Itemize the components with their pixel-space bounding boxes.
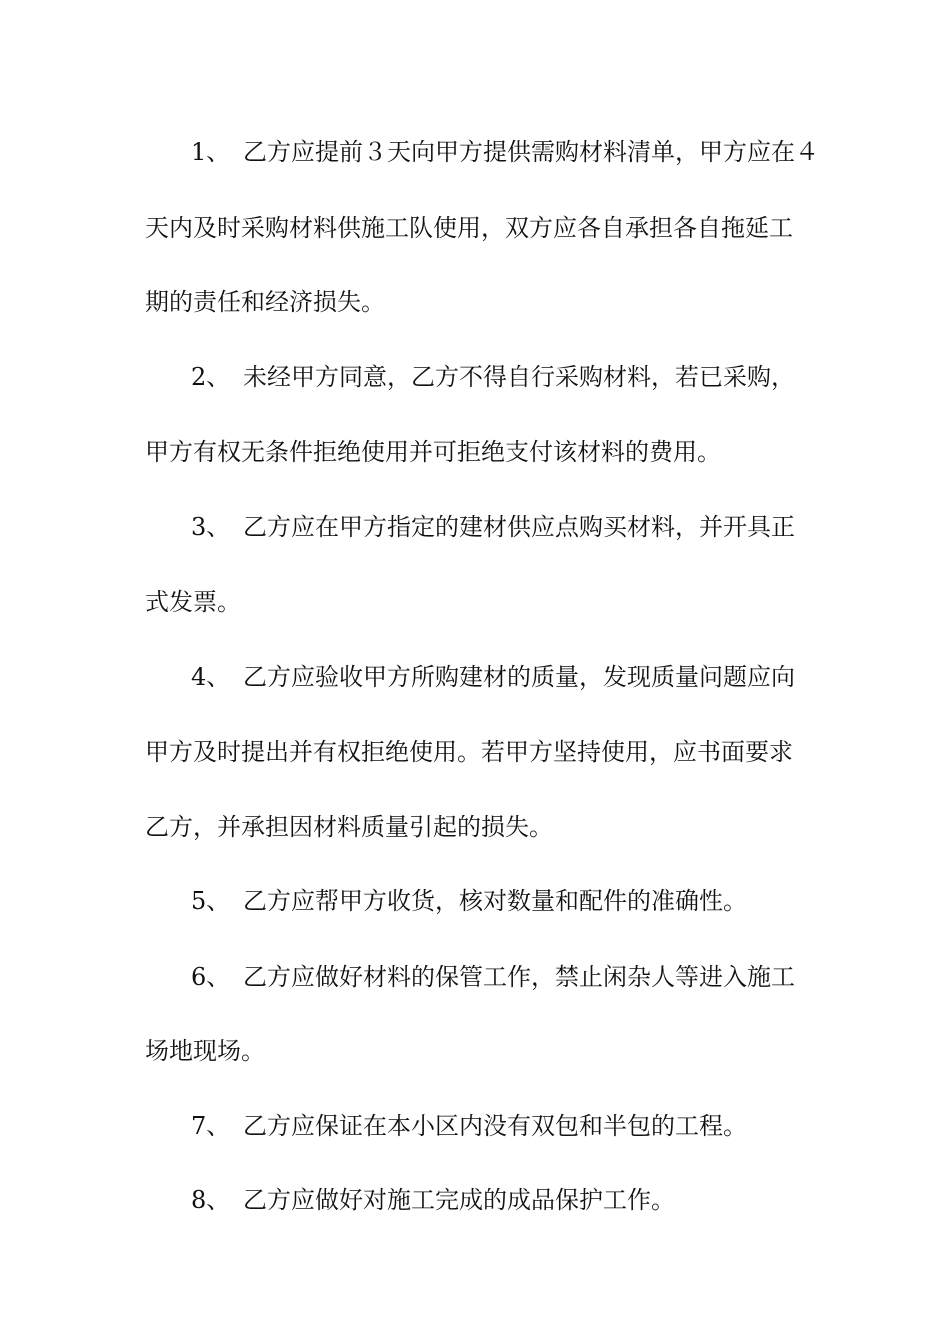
clause-5 [0, 881, 950, 921]
clause-4-line-2 [0, 732, 950, 772]
clause-number: 1、 [191, 138, 231, 166]
clause-text: 期的责任和经济损失。 [145, 288, 385, 316]
clause-3-line-2 [0, 582, 950, 622]
clause-number: 8、 [191, 1186, 231, 1214]
clause-number: 4、 [191, 663, 231, 691]
clause-text: 乙方应保证在本小区内没有双包和半包的工程。 [243, 1112, 747, 1140]
clause-number: 6、 [191, 963, 231, 991]
clause-8 [0, 1180, 950, 1220]
clause-2-line-2 [0, 432, 950, 472]
clause-7 [0, 1106, 950, 1146]
clause-6 [0, 957, 950, 997]
clause-4 [0, 657, 950, 697]
clause-text: 天内及时采购材料供施工队使用，双方应各自承担各自拖延工 [145, 214, 793, 242]
clause-text: 场地现场。 [145, 1037, 265, 1065]
clause-6-line-2 [0, 1031, 950, 1071]
clause-number: 7、 [191, 1112, 231, 1140]
clause-text: 乙方应提前３天向甲方提供需购材料清单，甲方应在４ [243, 138, 819, 166]
clause-text: 乙方，并承担因材料质量引起的损失。 [145, 813, 553, 841]
clause-4-line-3 [0, 807, 950, 847]
clause-number: 5、 [191, 887, 231, 915]
clause-text: 甲方及时提出并有权拒绝使用。若甲方坚持使用，应书面要求 [145, 738, 793, 766]
clause-text: 乙方应验收甲方所购建材的质量，发现质量问题应向 [243, 663, 795, 691]
clause-1-line-3 [0, 282, 950, 322]
clause-text: 乙方应在甲方指定的建材供应点购买材料，并开具正 [243, 513, 795, 541]
clause-text: 乙方应做好对施工完成的成品保护工作。 [243, 1186, 675, 1214]
clause-text: 式发票。 [145, 588, 241, 616]
clause-3 [0, 507, 950, 547]
clause-number: 2、 [191, 363, 231, 391]
clause-text: 乙方应帮甲方收货，核对数量和配件的准确性。 [243, 887, 747, 915]
clause-1 [0, 132, 950, 172]
clause-text: 甲方有权无条件拒绝使用并可拒绝支付该材料的费用。 [145, 438, 721, 466]
clause-1-line-2 [0, 208, 950, 248]
clause-number: 3、 [191, 513, 231, 541]
clause-text: 未经甲方同意，乙方不得自行采购材料，若已采购， [243, 363, 795, 391]
clause-2 [0, 357, 950, 397]
clause-text: 乙方应做好材料的保管工作，禁止闲杂人等进入施工 [243, 963, 795, 991]
